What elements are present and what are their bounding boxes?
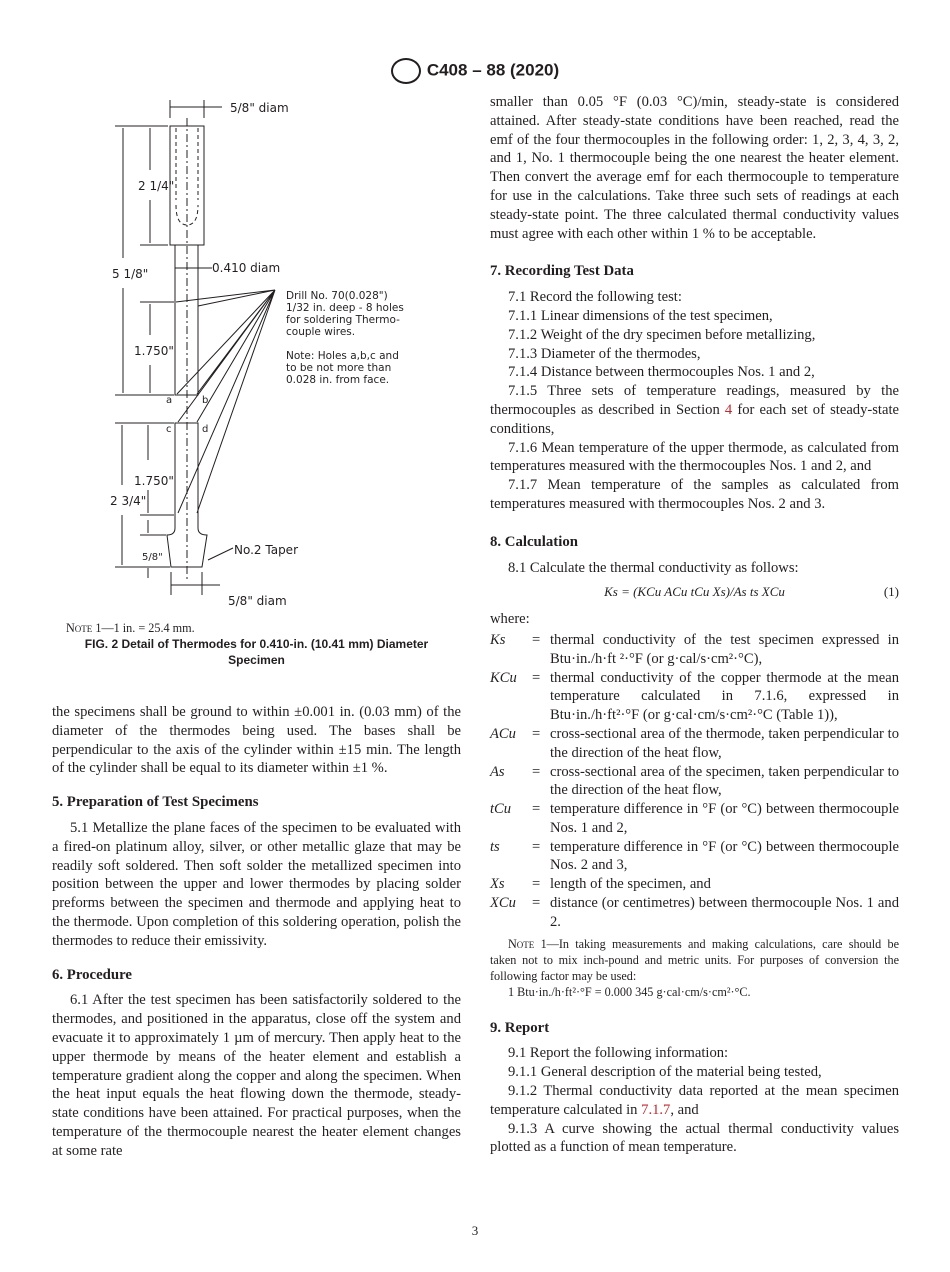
section-4-link[interactable]: 4 (724, 401, 733, 418)
taper-length-label: 5/8" (142, 552, 163, 563)
hole-a-label: a (166, 395, 173, 406)
astm-logo (391, 58, 421, 84)
equation-number: (1) (883, 584, 899, 600)
item-9-1-1: 9.1.1 General description of the material being tested, (508, 1064, 822, 1081)
equals-sign: = (532, 838, 541, 855)
section-heading-8: 8. Calculation (490, 533, 578, 550)
item-7-1-2: 7.1.2 Weight of the dry specimen before metallizing, (508, 326, 816, 343)
overall-length-label: 5 1/8" (112, 267, 149, 281)
page-header (0, 58, 950, 84)
top-dim (170, 100, 222, 118)
bottom-dim (171, 572, 220, 595)
section-heading-6: 6. Procedure (52, 966, 132, 983)
item-7-1-5: 7.1.5 Three sets of temperature readings, measured by the thermocouples as described in Section 4 for each set of steady-state conditions, (490, 383, 899, 437)
svg-text:0.028 in. from face.: 0.028 in. from face. (286, 374, 390, 386)
item-7-1-3: 7.1.3 Diameter of the thermodes, (508, 345, 701, 362)
variable-definition: cross-sectional area of the specimen, taken perpendicular to the direction of the heat flow, (550, 763, 899, 799)
holes-note (286, 350, 399, 386)
page-number: 3 (471, 1223, 479, 1238)
variable-definitions (490, 631, 899, 932)
section-heading-7: 7. Recording Test Data (490, 263, 634, 280)
svg-text:Drill No. 70(0.028"): Drill No. 70(0.028") (286, 290, 388, 302)
figure-note: 1—1 in. = 25.4 mm. (95, 621, 195, 635)
svg-text:to be not more than: to be not more than (286, 362, 392, 374)
variable-symbol: As (490, 763, 505, 780)
top-diam-label: 5/8" diam (230, 101, 289, 115)
equals-sign: = (532, 763, 541, 780)
variable-symbol: Ks (490, 631, 506, 648)
equals-sign: = (532, 876, 541, 893)
paragraph: smaller than 0.05 °F (0.03 °C)/min, steady-state is considered attained. After steady-state conditions have been reached, read the emf of the four thermocouples in the following order: 1, 2, 3, 4, 3, 2, and 1, No. 1 thermocouple being the one nearest the heater element. Then convert the average emf for each thermocouple to temperature for use in the calculations. Take three such sets of readings at each steady-state point. The three calculated thermal conductivity values must agree with each other within 1 % to be acceptable. (490, 94, 899, 242)
paragraph-8-1: 8.1 Calculate the thermal conductivity as follows: (508, 559, 799, 576)
note-1: Note 1—In taking measurements and making calculations, care should be taken not to mix inch-pound and metric units. For purposes of conversion the following factor may be used: (490, 936, 899, 983)
span1-label: 1.750" (134, 344, 174, 358)
variable-symbol: KCu (490, 669, 517, 686)
paragraph: the specimens shall be ground to within ±0.001 in. (0.03 mm) of the diameter of the thermodes being used. The bases shall be perpendicular to the axis of the cylinder within ±15 min. The length of the cylinder shall be equal to its diameter within ±1 %. (52, 704, 461, 777)
item-9-1-3: 9.1.3 A curve showing the actual thermal conductivity values plotted as a function of mean temperature. (490, 1120, 899, 1156)
item-9-1: 9.1 Report the following information: (508, 1045, 729, 1062)
section-heading-9: 9. Report (490, 1019, 550, 1036)
figure-caption-block: Note 1—1 in. = 25.4 mm. FIG. 2 Detail of Thermodes for 0.410-in. (10.41 mm) Diameter Specimen (52, 620, 461, 668)
variable-definition: cross-sectional area of the thermode, taken perpendicular to the direction of the heat flow, (550, 725, 899, 761)
item-7-1: 7.1 Record the following test: (508, 289, 682, 306)
equals-sign: = (532, 631, 541, 648)
item-7-1-4: 7.1.4 Distance between thermocouples Nos. 1 and 2, (508, 364, 815, 381)
equals-sign: = (532, 801, 541, 818)
narrow-diam-label: 0.410 diam (212, 261, 281, 275)
equation-1: Ks = (KCu ACu tCu Xs)/As ts XCu (1) (490, 583, 899, 602)
drill-leaders (176, 290, 275, 513)
item-9-1-2: 9.1.2 Thermal conductivity data reported at the mean specimen temperature calculated in 7.1.7, and (490, 1083, 899, 1118)
equals-sign: = (532, 669, 541, 686)
item-7-1-6: 7.1.6 Mean temperature of the upper thermode, as calculated from temperatures measured with the thermocouples Nos. 1 and 2, and (490, 439, 899, 475)
taper-leader (208, 548, 233, 560)
lower-length-label: 2 3/4" (110, 494, 147, 508)
section-heading-5: 5. Preparation of Test Specimens (52, 794, 259, 811)
conversion-factor: 1 Btu·in./h·ft²·°F = 0.000 345 g·cal·cm/s·cm²·°C. (508, 984, 751, 999)
bottom-diam-label: 5/8" diam (228, 594, 287, 608)
variable-definition: temperature difference in °F (or °C) between thermocouple Nos. 2 and 3, (550, 838, 899, 874)
taper-label: No.2 Taper (234, 543, 299, 557)
item-7-1-7: 7.1.7 Mean temperature of the samples as calculated from temperatures measured with thermocouples Nos. 2 and 3. (490, 477, 899, 512)
figure-2-drawing (100, 90, 430, 620)
designation: C408 – 88 (2020) (426, 60, 560, 80)
section-7-1-7-link[interactable]: 7.1.7 (641, 1101, 671, 1118)
hole-b-label: b (202, 395, 209, 406)
svg-text:couple wires.: couple wires. (286, 326, 356, 338)
span2-label: 1.750" (134, 474, 174, 488)
svg-text:1/32 in. deep - 8 holes: 1/32 in. deep - 8 holes (286, 302, 404, 314)
hole-d-label: d (202, 424, 209, 435)
drill-note (286, 290, 404, 338)
variable-definition: thermal conductivity of the copper thermode at the mean temperature calculated in 7.1.6, expressed in Btu·in./h·ft²·°F (or g·cal·cm/s·cm²·°C (Table 1)), (550, 669, 899, 724)
variable-definition: temperature difference in °F (or °C) between thermocouple Nos. 1 and 2, (550, 801, 899, 836)
right-column (490, 93, 899, 1157)
equals-sign: = (532, 895, 541, 912)
where-label: where: (490, 611, 530, 628)
variable-definition: distance (or centimetres) between thermocouple Nos. 1 and 2. (550, 895, 899, 930)
svg-text:Note: Holes a,b,c and: Note: Holes a,b,c and (286, 350, 399, 362)
hole-c-label: c (166, 424, 172, 435)
left-column (52, 703, 461, 1161)
equals-sign: = (532, 725, 541, 742)
figure-caption: FIG. 2 Detail of Thermodes for 0.410-in. (10.41 mm) Diameter Specimen (84, 637, 429, 667)
variable-symbol: ACu (490, 725, 516, 742)
paragraph-5-1: 5.1 Metallize the plane faces of the specimen to be evaluated with a fired-on platinum alloy, silver, or other metallic glaze that may be readily soft soldered. Then soft solder the metallized specimen into position between the upper and lower thermodes by placing solder preforms between the specimen and thermode and applying heat to the thermode. Upon completion of this soldering operation, polish the thermodes to reduce their emissivity. (52, 819, 461, 949)
variable-definition: length of the specimen, and (550, 876, 711, 893)
paragraph-6-1: 6.1 After the test specimen has been satisfactorily soldered to the thermodes, and positioned in the apparatus, close off the system and evacuate it to approximately 1 µm of mercury. Then apply heat to the upper thermode by means of the heater element and establish a temperature gradient along the copper and along the specimen. When the heat input equals the heat flowing down the thermode, steady-state conditions have been attained. For practical purposes, when the temperature of the thermocouple nearest the heater element changes at some rate (52, 992, 461, 1159)
svg-text:for soldering Thermo-: for soldering Thermo- (286, 314, 400, 326)
head-length-label: 2 1/4" (138, 179, 175, 193)
variable-definition: thermal conductivity of the test specimen expressed in Btu·in./h·ft ²·°F (or g·cal/s·cm²·°C), (550, 631, 899, 667)
item-7-1-1: 7.1.1 Linear dimensions of the test specimen, (508, 307, 773, 324)
variable-symbol: tCu (490, 801, 512, 818)
variable-symbol: ts (490, 838, 500, 855)
variable-symbol: Xs (490, 876, 505, 893)
variable-symbol: XCu (490, 895, 516, 912)
